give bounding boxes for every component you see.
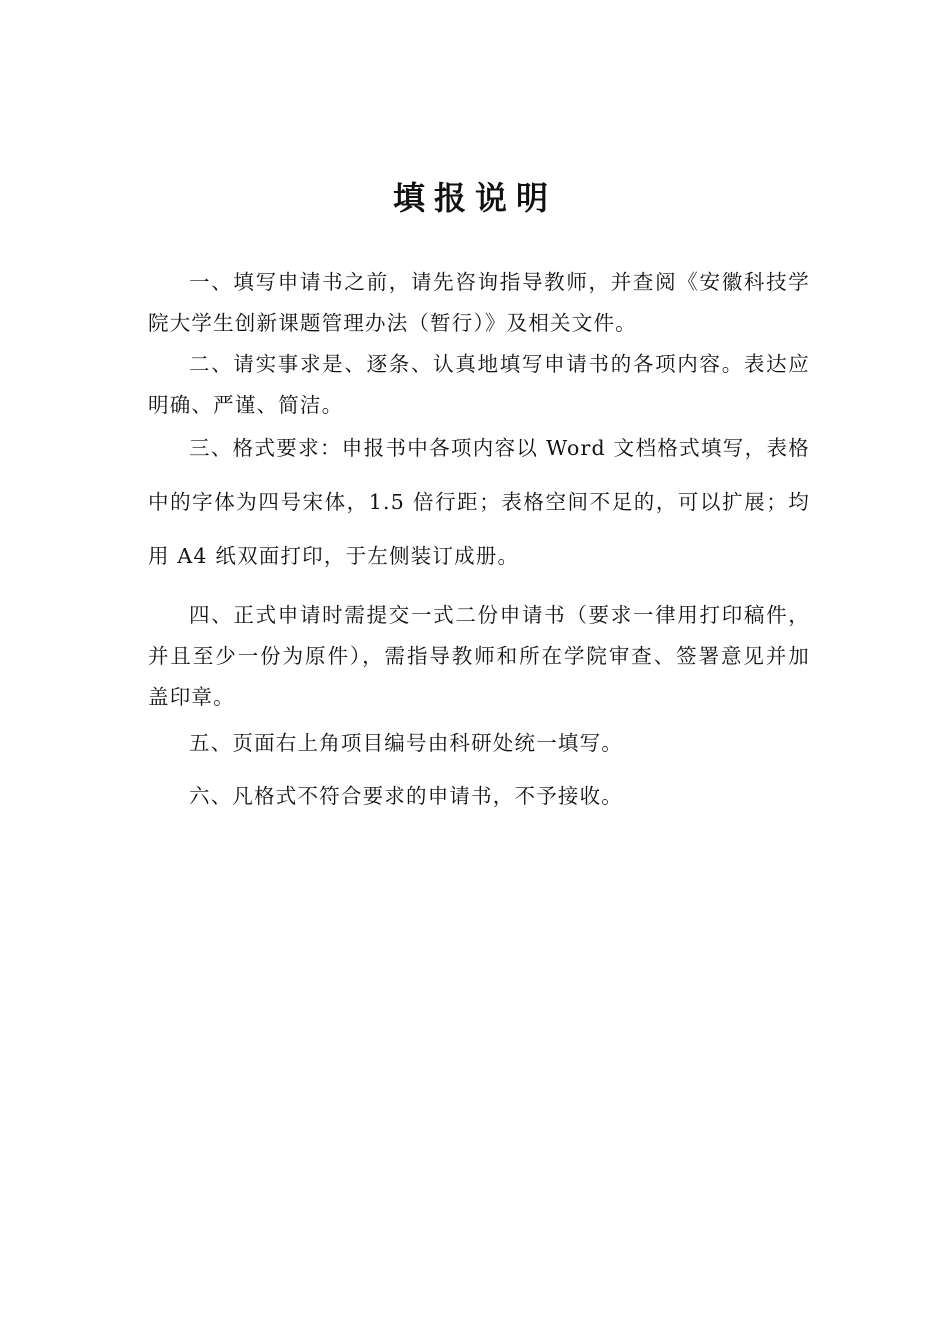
instruction-paragraph-1: 一、填写申请书之前，请先咨询指导教师，并查阅《安徽科技学院大学生创新课题管理办法（暂行）》及相关文件。	[148, 270, 810, 335]
instructions-body	[148, 262, 810, 817]
instruction-paragraph-4: 四、正式申请时需提交一式二份申请书（要求一律用打印稿件，并且至少一份为原件），需指导教师和所在学院审查、签署意见并加盖印章。	[148, 603, 810, 709]
instruction-paragraph-3: 三、格式要求：申报书中各项内容以 Word 文档格式填写，表格中的字体为四号宋体，1.5 倍行距；表格空间不足的，可以扩展；均用 A4 纸双面打印，于左侧装订成册。	[148, 436, 810, 568]
page-title: 填报说明	[392, 179, 557, 217]
instruction-paragraph-5: 五、页面右上角项目编号由科研处统一填写。	[189, 731, 623, 755]
instruction-paragraph-2: 二、请实事求是、逐条、认真地填写申请书的各项内容。表达应明确、严谨、简洁。	[148, 352, 810, 417]
instruction-paragraph-6: 六、凡格式不符合要求的申请书，不予接收。	[189, 784, 623, 808]
